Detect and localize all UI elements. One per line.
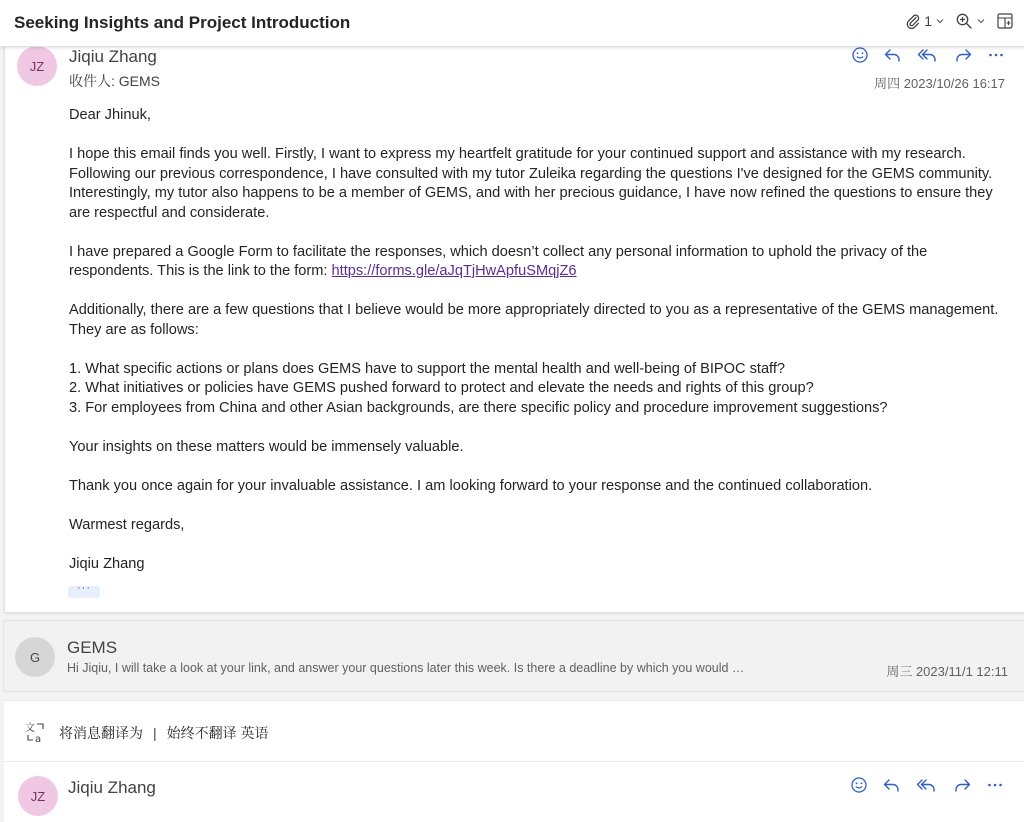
message-card-collapsed[interactable]	[3, 620, 1024, 692]
chevron-down-icon	[976, 16, 986, 26]
form-link[interactable]: https://forms.gle/aJqTjHwApfuSMqjZ6	[331, 263, 577, 279]
question-item: 2. What initiatives or policies have GEMS pushed forward to protect and elevate the needs and rights of this group?	[69, 380, 814, 396]
body-paragraph: I hope this email finds you well. Firstly, I want to express my heartfelt gratitude for your continued support and assistance with my research. Following our previous correspondence, I have consulted with my tutor Zuleika regarding the questions I've designed for the GEMS community. Interestingly, my tutor also happens to be a member of GEMS, and with her precious guidance, I have now refined the questions to ensure they are respectful and considerate.	[69, 146, 993, 221]
body-paragraph: Additionally, there are a few questions that I believe would be more appropriately directed to you as a representative of the GEMS management. They are as follows:	[69, 302, 999, 338]
paperclip-icon	[905, 13, 921, 29]
question-item: 1. What specific actions or plans does GEMS have to support the mental health and well-being of BIPOC staff?	[69, 360, 786, 377]
email-subject: Seeking Insights and Project Introduction	[14, 13, 351, 32]
more-options-button[interactable]	[987, 46, 1005, 64]
avatar[interactable]: JZ	[17, 46, 57, 86]
separator: |	[153, 725, 157, 741]
message-actions	[851, 46, 1005, 64]
signature: Jiqiu Zhang	[69, 555, 145, 572]
sender-name[interactable]: Jiqiu Zhang	[68, 778, 156, 797]
reply-all-button[interactable]	[916, 776, 938, 794]
reply-button[interactable]	[883, 46, 903, 64]
attachments-button[interactable]	[905, 13, 945, 29]
closing: Warmest regards,	[69, 516, 185, 533]
translate-icon	[24, 721, 46, 748]
message-card-expanded	[4, 761, 1024, 822]
open-in-window-icon	[996, 12, 1014, 30]
recipient-line: 收件人: GEMS	[69, 73, 161, 89]
sender-name[interactable]: Jiqiu Zhang	[69, 47, 157, 66]
body-paragraph	[69, 243, 1009, 282]
never-translate-button[interactable]: 始终不翻译	[166, 725, 237, 741]
zoom-icon	[955, 12, 973, 30]
avatar[interactable]: JZ	[18, 776, 58, 816]
header-toolbar	[905, 12, 1014, 30]
emoji-reaction-button[interactable]	[850, 776, 868, 794]
chevron-down-icon	[935, 16, 945, 26]
show-trimmed-content-button[interactable]: ···	[68, 586, 100, 598]
emoji-reaction-button[interactable]	[851, 46, 869, 64]
translation-options	[59, 723, 269, 743]
sender-name[interactable]: GEMS	[67, 638, 118, 657]
more-options-button[interactable]	[986, 776, 1004, 794]
body-paragraph: Your insights on these matters would be immensely valuable.	[69, 438, 464, 455]
zoom-button[interactable]	[955, 12, 986, 30]
attachment-count: 1	[924, 13, 932, 29]
question-item: 3. For employees from China and other Asian backgrounds, are there specific policy and procedure improvement suggestions?	[69, 399, 888, 416]
language-name[interactable]: 英语	[240, 725, 269, 741]
reading-pane-header	[0, 0, 1024, 47]
reply-all-button[interactable]	[917, 46, 939, 64]
translate-message-button[interactable]: 将消息翻译为	[59, 725, 143, 741]
body-paragraph: Thank you once again for your invaluable assistance. I am looking forward to your response and the continued collaboration.	[69, 477, 873, 494]
open-in-new-window-button[interactable]	[996, 12, 1014, 30]
translation-bar	[4, 700, 1024, 761]
question-list	[69, 360, 1009, 419]
forward-button[interactable]	[953, 46, 973, 64]
forward-button[interactable]	[952, 776, 972, 794]
greeting: Dear Jhinuk,	[69, 107, 151, 123]
avatar[interactable]: G	[15, 637, 55, 677]
message-preview: Hi Jiqiu, I will take a look at your link, and answer your questions later this week. Is there a deadline by which you would …	[67, 661, 745, 675]
svg-text:a: a	[35, 734, 42, 743]
svg-text:文: 文	[25, 723, 35, 734]
message-card-expanded	[4, 46, 1024, 613]
paragraph-text: I have prepared a Google Form to facilitate the responses, which doesn’t collect any personal information to uphold the privacy of the respondents. This is the link to the form:	[69, 243, 928, 279]
message-date: 周三 2023/11/1 12:11	[886, 664, 1008, 679]
message-actions	[850, 776, 1004, 794]
reply-button[interactable]	[882, 776, 902, 794]
message-date: 周四 2023/10/26 16:17	[874, 76, 1005, 91]
message-body	[69, 106, 1009, 594]
